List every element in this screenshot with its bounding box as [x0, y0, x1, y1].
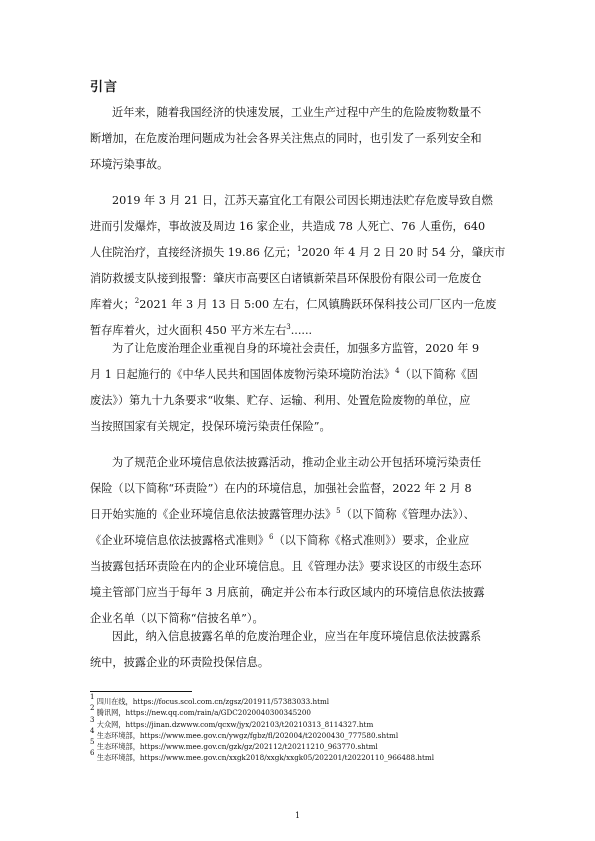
paragraph-line: [90, 528, 510, 554]
section-heading: 引言: [90, 80, 119, 95]
paragraph-line: 2019 年 3 月 21 日，江苏天嘉宜化工有限公司因长期违法贮存危废导致自燃: [112, 194, 493, 207]
paragraph-intro: [90, 100, 510, 178]
paragraph-line: [90, 292, 510, 318]
paragraph-conclusion: [90, 624, 510, 676]
paragraph-line: 断增加，在危废治理问题成为社会各界关注焦点的同时，也引发了一系列安全和: [90, 132, 482, 145]
line-text: ......: [290, 324, 313, 337]
paragraph-line: 进而引发爆炸，事故波及周边 16 家企业，共造成 78 人死亡、76 人重伤，640: [90, 220, 486, 233]
line-text: （以下简称《固: [399, 368, 478, 381]
paragraph-incidents: [90, 188, 510, 344]
footnote-ref[interactable]: 6: [269, 533, 274, 541]
line-text: （以下简称《管理办法》）、: [340, 508, 475, 521]
footnote-number: 4: [90, 726, 95, 735]
line-text: （以下简称《格式准则》）要求，企业应: [273, 534, 470, 547]
line-text: 2020 年 4 月 2 日 20 时 54 分，肇庆市: [301, 246, 506, 259]
paragraph-line: 当按照国家有关规定，投保环境污染责任保险”。: [90, 420, 331, 433]
footnote-number: 1: [90, 693, 95, 701]
line-text: 日开始实施的《企业环境信息依法披露管理办法》: [90, 508, 337, 521]
footnote-item: [90, 704, 434, 718]
line-text: 暂存库着火，过火面积 450 平方米左右: [90, 324, 287, 337]
page-number: 1: [294, 811, 301, 820]
line-text: 2021 年 3 月 13 日 5:00 左右，仁风镇腾跃环保科技公司厂区内一危废: [139, 298, 497, 311]
paragraph-line: 废法》）第九十九条要求“收集、贮存、运输、利用、处置危险废物的单位，应: [90, 394, 471, 407]
paragraph-line: [90, 362, 510, 388]
paragraph-disclosure: [90, 450, 510, 632]
footnote-item: [90, 726, 434, 741]
footnote-divider: [90, 691, 192, 692]
line-text: 库着火；: [90, 298, 135, 311]
paragraph-line: 境主管部门应当于每年 3 月底前，确定并公布本行政区域内的环境信息依法披露: [90, 586, 485, 599]
footnote-item: [90, 715, 434, 730]
paragraph-line: 为了规范企业环境信息依法披露活动，推动企业主动公开包括环境污染责任: [112, 456, 482, 469]
footnote-item: [90, 738, 434, 752]
paragraph-line: 统中，披露企业的环责险投保信息。: [90, 656, 270, 669]
footnote-ref[interactable]: 5: [336, 507, 341, 515]
footnotes: [90, 693, 435, 764]
paragraph-line: 近年来，随着我国经济的快速发展，工业生产过程中产生的危险废物数量不: [112, 106, 482, 119]
footnote-item: [90, 749, 435, 763]
footnote-ref[interactable]: 3: [286, 323, 291, 331]
paragraph-line: [90, 240, 510, 266]
footnote-number: 6: [90, 749, 95, 758]
paragraph-line: 保险（以下简称“环责险”）在内的环境信息，加强社会监督，2022 年 2 月 8: [90, 482, 472, 495]
footnote-number: 2: [90, 704, 95, 713]
paragraph-line: 当披露包括环责险在内的企业环境信息。且《管理办法》要求设区的市级生态环: [90, 560, 482, 573]
paragraph-line: 为了让危废治理企业重视自身的环境社会责任，加强多方监管，2020 年 9: [112, 342, 480, 355]
paragraph-law: [90, 336, 510, 440]
footnote-ref[interactable]: 1: [296, 245, 302, 253]
footnote-text[interactable]: 生态环境部，https://www.mee.gov.cn/xxgk2018/xxgk/xxgk05/202201/t20220110_966488.html: [96, 753, 435, 763]
footnote-ref[interactable]: 4: [395, 367, 400, 375]
footnote-text[interactable]: 四川在线，https://focus.scol.com.cn/zgsz/201911/57383033.html: [96, 697, 330, 706]
footnote-ref[interactable]: 2: [134, 297, 140, 305]
paragraph-line: 环境污染事故。: [90, 158, 169, 171]
footnote-item: [90, 693, 434, 707]
paragraph-line: [90, 502, 510, 528]
footnote-text[interactable]: 大众网，https://jinan.dzwww.com/qcxw/jyx/202103/t20210313_8114327.htm: [96, 719, 374, 729]
paragraph-line: 企业名单（以下简称“信披名单”）。: [90, 612, 264, 625]
footnote-text[interactable]: 生态环境部，https://www.mee.gov.cn/ywgz/fgbz/fl/202004/t20200430_777580.shtml: [96, 730, 399, 740]
footnote-number: 3: [90, 715, 95, 724]
footnote-text[interactable]: 腾讯网，https://new.qq.com/rain/a/GDC2020040300345200: [96, 708, 311, 718]
footnote-text[interactable]: 生态环境部，https://www.mee.gov.cn/gzk/gz/202112/t20211210_963770.shtml: [96, 742, 378, 752]
paragraph-line: 消防救援支队接到报警：肇庆市高要区白诸镇新荣昌环保股份有限公司一危废仓: [90, 272, 482, 285]
line-text: 《企业环境信息依法披露格式准则》: [90, 534, 270, 547]
line-text: 月 1 日起施行的《中华人民共和国固体废物污染环境防治法》: [90, 368, 396, 381]
paragraph-line: 因此，纳入信息披露名单的危废治理企业，应当在年度环境信息依法披露系: [112, 630, 482, 643]
footnote-number: 5: [90, 738, 95, 747]
line-text: 人住院治疗，直接经济损失 19.86 亿元；: [90, 246, 297, 259]
